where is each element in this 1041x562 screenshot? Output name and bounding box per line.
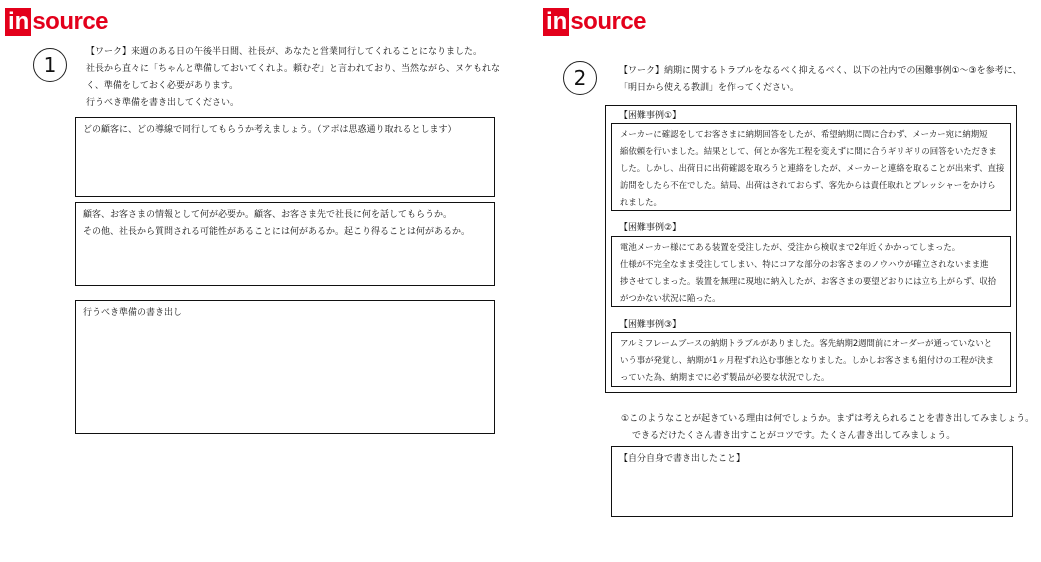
case-1-line-1: メーカーに確認をしてお客さまに納期回答をしたが、希望納期に間に合わず、メーカー宛に納期短 [620, 129, 988, 139]
logo-source-right: source [570, 8, 647, 35]
left-instruction-line-1: 【ワーク】来週のある日の午後半日間、社長が、あなたと営業同行してくれることになりました。 [86, 47, 483, 57]
left-instruction-line-3: く、準備をしておく必要があります。 [86, 81, 239, 91]
left-instruction-line-2: 社長から直々に「ちゃんと準備しておいてくれよ。頼むぞ」と言われており、当然ながら、ヌケもれな [86, 64, 501, 74]
case-3-line-1: アルミフレームブースの納期トラブルがありました。客先納期2週間前にオーダーが通っていないと [620, 338, 993, 348]
case-1-line-3: した。しかし、出荷日に出荷確認を取ろうと連絡をしたが、メーカーと連絡を取ることが出来ず、直接 [620, 163, 1005, 173]
answer-box-route-label: どの顧客に、どの導線で同行してもらうか考えましょう。（アポは思惑通り取れるとします） [83, 125, 457, 135]
logo-source: source [32, 8, 109, 35]
answer-box-self[interactable] [611, 446, 1013, 517]
case-2-line-1: 電池メーカー様にてある装置を受注したが、受注から検収まで2年近くかかってしまった。 [620, 242, 961, 252]
answer-box-preparation[interactable] [75, 300, 495, 434]
case-2-line-4: がつかない状況に陥った。 [620, 293, 721, 303]
right-instruction-line-1: 【ワーク】納期に関するトラブルをなるべく抑えるべく、以下の社内での困難事例①～③を参考に、 [619, 66, 1022, 76]
section-number-1: 1 [33, 48, 67, 82]
case-1-line-5: れました。 [620, 197, 662, 207]
case-2-line-2: 仕様が不完全なまま受注してしまい、特にコアな部分のお客さまのノウハウが確立されないまま進 [620, 259, 989, 269]
answer-box-customer-info-line-1: 顧客、お客さまの情報として何が必要か。顧客、お客さま先で社長に何を話してもらうか。 [83, 210, 453, 220]
answer-box-route[interactable] [75, 117, 495, 197]
case-2-line-3: 捗させてしまった。装置を無理に現地に納入したが、お客さまの要望どおりには立ち上がらず、収拾 [620, 276, 997, 286]
answer-box-customer-info[interactable] [75, 202, 495, 286]
answer-box-preparation-label: 行うべき準備の書き出し [83, 308, 183, 318]
insource-logo-right [543, 8, 646, 36]
right-instruction-line-2: 「明日から使える教訓」を作ってください。 [619, 83, 800, 93]
left-instruction-line-4: 行うべき準備を書き出してください。 [86, 98, 240, 108]
question-line-1: ①このようなことが起きている理由は何でしょうか。まずは考えられることを書き出してみましょう。 [621, 414, 1035, 424]
logo-in: in [5, 8, 31, 36]
case-3-label: 【困難事例③】 [619, 320, 682, 330]
case-1-box [611, 123, 1011, 211]
answer-box-self-label: 【自分自身で書き出したこと】 [619, 454, 746, 464]
case-2-box [611, 236, 1011, 307]
question-line-2: できるだけたくさん書き出すことがコツです。たくさん書き出してみましょう。 [632, 431, 956, 441]
case-3-line-3: っていた為、納期までに必ず製品が必要な状況でした。 [620, 372, 830, 382]
section-number-2: 2 [563, 61, 597, 95]
case-1-line-2: 縮依頼を行いました。結果として、何とか客先工程を変えずに間に合うギリギリの回答をいただきま [620, 146, 997, 156]
case-1-label: 【困難事例①】 [619, 111, 682, 121]
case-2-label: 【困難事例②】 [619, 223, 682, 233]
case-3-line-2: いう事が発覚し、納期が1ヶ月程ずれ込む事態となりました。しかしお客さまも組付けの工程が決ま [620, 355, 994, 365]
case-3-box [611, 332, 1011, 387]
insource-logo [5, 8, 108, 36]
logo-in-right: in [543, 8, 569, 36]
case-1-line-4: 訪問をしたら不在でした。結局、出荷はされておらず、客先からは責任取れとプレッシャーをかけら [620, 180, 996, 190]
answer-box-customer-info-line-2: その他、社長から質問される可能性があることには何があるか。起こり得ることは何があるか。 [83, 227, 471, 237]
